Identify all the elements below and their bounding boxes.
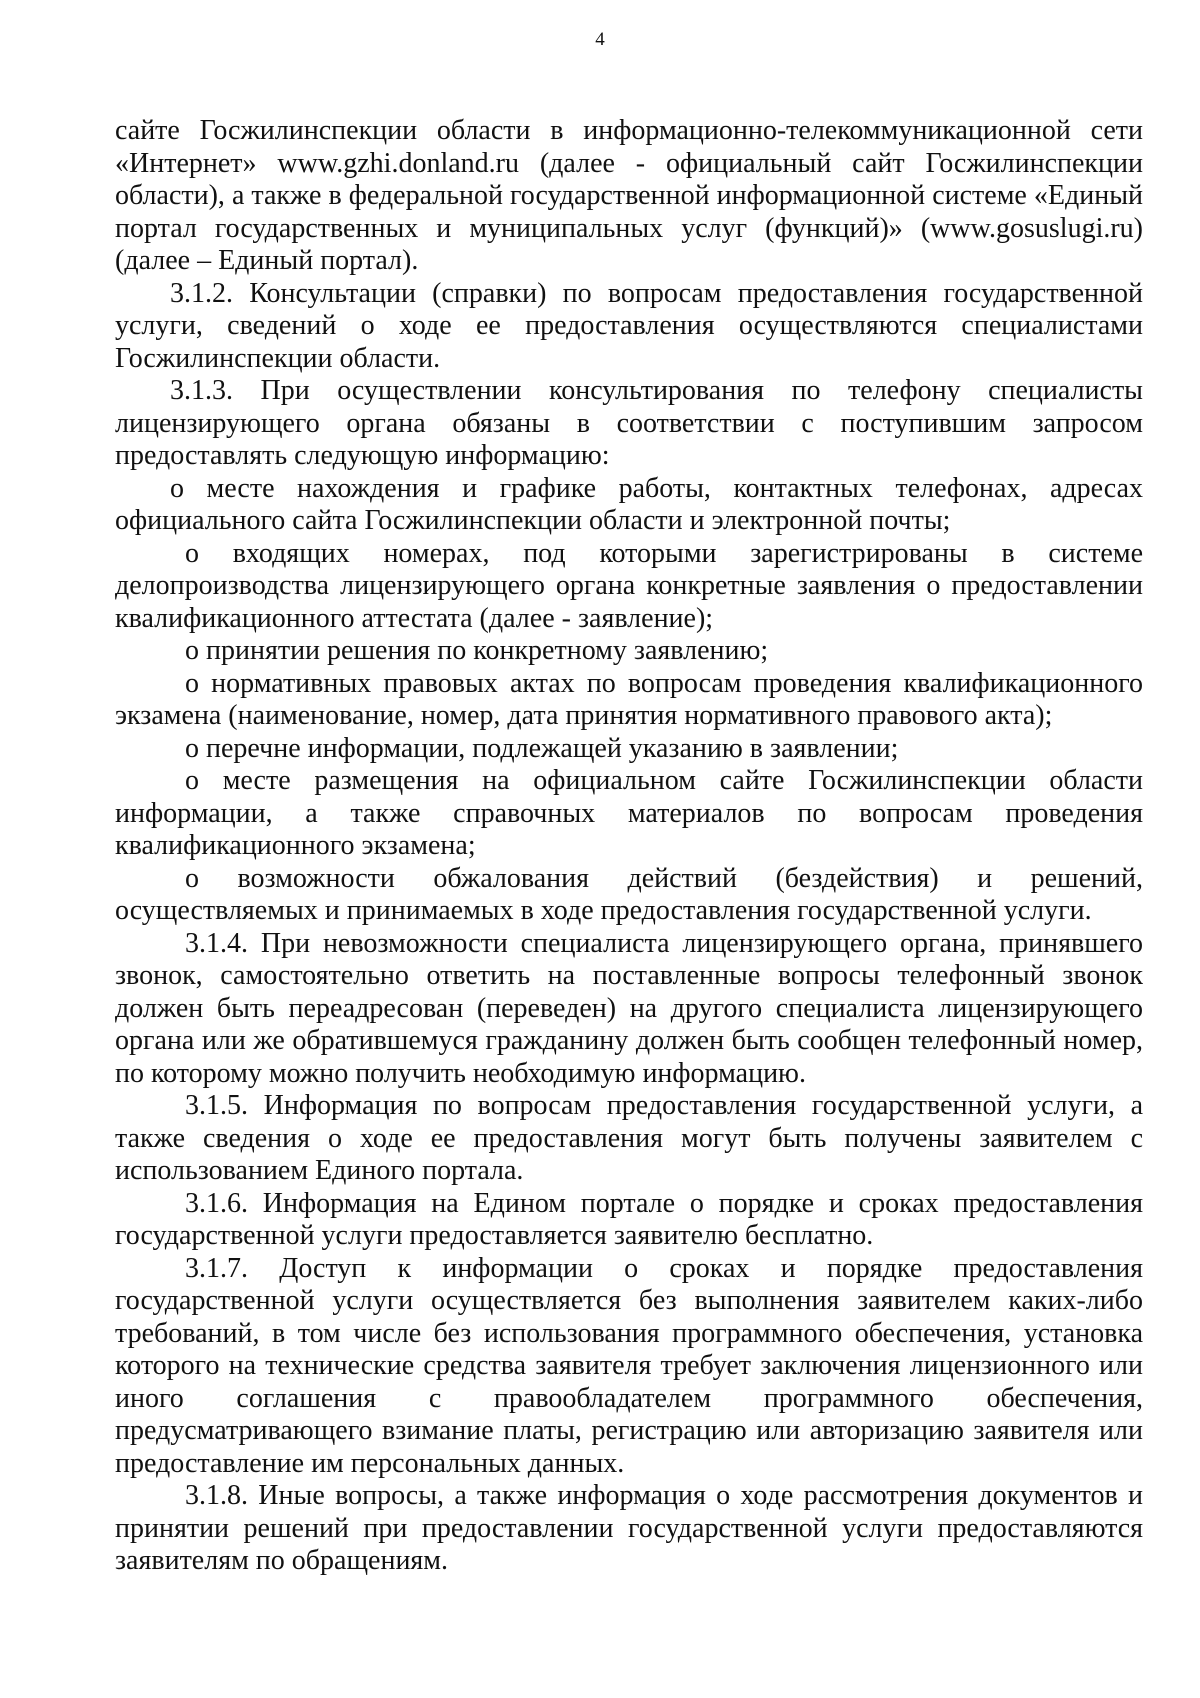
- paragraph-3-1-4: 3.1.4. При невозможности специалиста лицензирующего органа, принявшего звонок, самостоятельно ответить на поставленные вопросы телефонный звонок должен быть переадресован (переведен) на другого специалиста лицензирующего органа или же обратившемуся гражданину должен быть сообщен телефонный номер, по которому можно получить необходимую информацию.: [115, 927, 1143, 1089]
- list-item-reference-materials: о месте размещения на официальном сайте Госжилинспекции области информации, а также справочных материалов по вопросам проведения квалификационного экзамена;: [115, 765, 1143, 861]
- list-item-legal-acts: о нормативных правовых актах по вопросам проведения квалификационного экзамена (наименование, номер, дата принятия нормативного правового акта);: [115, 667, 1143, 731]
- document-body: [115, 115, 1143, 1578]
- paragraph-3-1-7: 3.1.7. Доступ к информации о сроках и порядке предоставления государственной услуги осуществляется без выполнения заявителем каких-либо требований, в том числе без использования программного обеспечения, установка которого на технические средства заявителя требует заключения лицензионного или иного соглашения с правообладателем программного обеспечения, предусматривающего взимание платы, регистрацию или авторизацию заявителя или предоставление им персональных данных.: [115, 1252, 1143, 1479]
- list-item-required-information: о перечне информации, подлежащей указанию в заявлении;: [185, 732, 899, 764]
- paragraph-3-1-3: 3.1.3. При осуществлении консультирования по телефону специалисты лицензирующего органа обязаны в соответствии с поступившим запросом предоставлять следующую информацию:: [115, 375, 1143, 471]
- list-item-decision: о принятии решения по конкретному заявлению;: [185, 635, 769, 666]
- list-item-incoming-numbers: о входящих номерах, под которыми зарегистрированы в системе делопроизводства лицензирующего органа конкретные заявления о предоставлении квалификационного аттестата (далее - заявление);: [115, 537, 1143, 634]
- paragraph-3-1-6: 3.1.6. Информация на Едином портале о порядке и сроках предоставления государственной услуги предоставляется заявителю бесплатно.: [115, 1187, 1143, 1251]
- paragraph-continuation-official-site: сайте Госжилинспекции области в информационно-телекоммуникационной сети «Интернет» www.gzhi.donland.ru (далее - официальный сайт Госжилинспекции области), а также в федеральной государственной информационной системе «Единый портал государственных и муниципальных услуг (функций)» (www.gosuslugi.ru) (далее – Единый портал).: [115, 115, 1143, 276]
- list-item-appeal: о возможности обжалования действий (бездействия) и решений, осуществляемых и принимаемых в ходе предоставления государственной услуги.: [115, 862, 1143, 926]
- paragraph-3-1-2: 3.1.2. Консультации (справки) по вопросам предоставления государственной услуги, сведений о ходе ее предоставления осуществляются специалистами Госжилинспекции области.: [115, 277, 1143, 374]
- page-number: 4: [595, 29, 605, 50]
- paragraph-3-1-5: 3.1.5. Информация по вопросам предоставления государственной услуги, а также сведения о ходе ее предоставления могут быть получены заявителем с использованием Единого портала.: [115, 1090, 1143, 1186]
- paragraph-3-1-8: 3.1.8. Иные вопросы, а также информация о ходе рассмотрения документов и принятии решений при предоставлении государственной услуги предоставляются заявителям по обращениям.: [115, 1480, 1143, 1576]
- list-item-location-schedule: о месте нахождения и графике работы, контактных телефонах, адресах официального сайта Госжилинспекции области и электронной почты;: [115, 472, 1143, 536]
